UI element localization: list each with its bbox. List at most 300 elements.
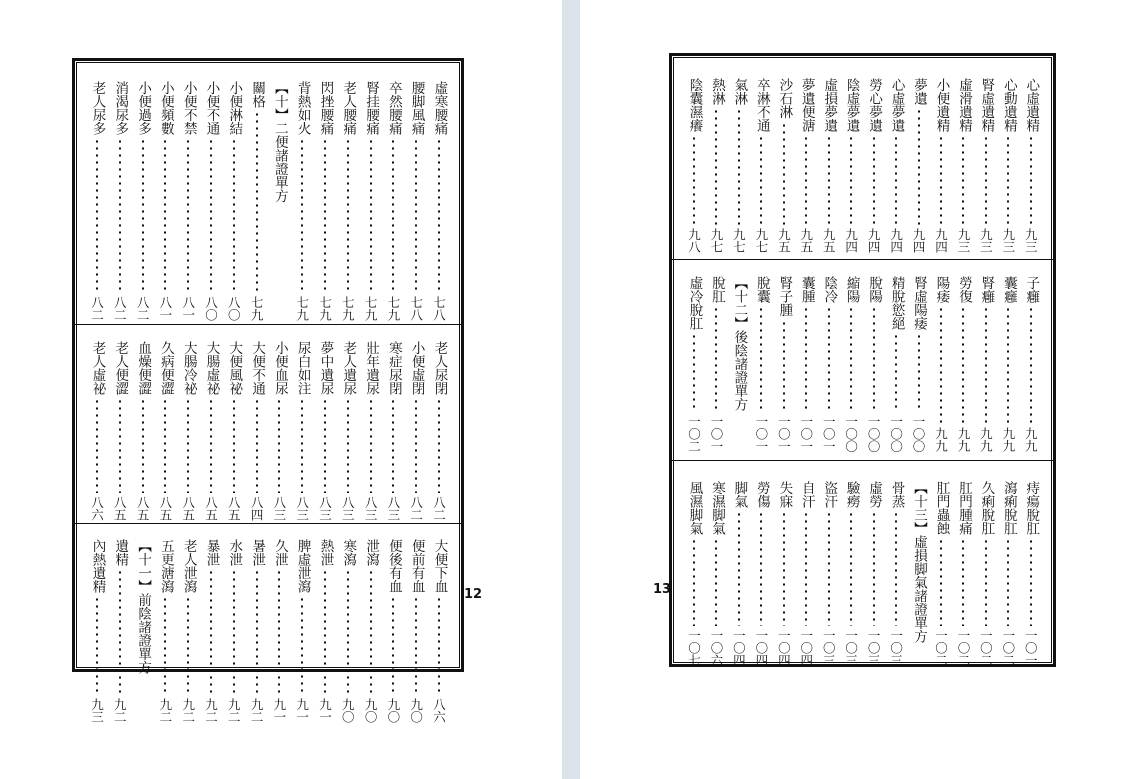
toc-entry[interactable] (292, 81, 312, 321)
toc-entry-page: 八四 (249, 496, 265, 521)
toc-entry-page: 一〇三 (866, 628, 882, 666)
toc-entry[interactable] (976, 481, 996, 666)
toc-entry-page: 八五 (157, 496, 173, 521)
toc-leader-dots (962, 306, 964, 424)
toc-entry-page: 一〇一 (753, 414, 769, 452)
toc-entry-title: 陰囊濕癢 (686, 78, 703, 132)
toc-entry[interactable] (796, 78, 816, 253)
toc-leader-dots (895, 135, 897, 225)
toc-leader-dots (985, 538, 987, 626)
toc-entry-page: 八五 (112, 496, 128, 521)
toc-leader-dots (962, 538, 964, 626)
toc-entry-title: 風濕脚氣 (686, 481, 703, 535)
toc-leader-dots (187, 596, 189, 695)
toc-entry[interactable] (841, 78, 861, 253)
toc-entry[interactable] (315, 539, 335, 723)
toc-entry[interactable] (178, 81, 198, 321)
toc-entry-page: 八二 (89, 296, 105, 321)
toc-entry-title: 陰冷 (821, 276, 838, 303)
toc-entry-title: 夢中遺尿 (317, 341, 334, 395)
toc-entry[interactable] (774, 78, 794, 253)
toc-entry[interactable] (864, 481, 884, 666)
toc-entry-title: 關格 (249, 81, 266, 108)
toc-entry-page: 九四 (911, 228, 927, 253)
toc-entry-title: 內熱遺精 (89, 539, 106, 593)
toc-entry[interactable] (751, 276, 771, 452)
toc-entry[interactable] (1021, 78, 1041, 253)
toc-entry-page: 九九 (1000, 427, 1016, 452)
toc-entry[interactable] (110, 341, 130, 521)
toc-entry[interactable] (201, 539, 221, 723)
toc-leader-dots (985, 306, 987, 424)
toc-leader-dots (1007, 135, 1009, 225)
right-page-frame (669, 53, 1056, 667)
toc-entry[interactable] (751, 481, 771, 666)
toc-entry-title: 腎挂腰痛 (363, 81, 380, 135)
toc-entry-title: 老人尿閉 (431, 341, 448, 395)
toc-leader-dots (873, 135, 875, 225)
toc-entry-title: 【十一】前陰諸證單方 (135, 539, 152, 674)
toc-leader-dots (738, 511, 740, 626)
toc-entry-title: 腎子腫 (776, 276, 793, 317)
toc-entry-title: 小便血尿 (271, 341, 288, 395)
toc-entry[interactable] (998, 78, 1018, 253)
toc-leader-dots (256, 111, 258, 293)
toc-entry[interactable] (819, 276, 839, 452)
toc-entry[interactable] (1021, 276, 1041, 452)
toc-leader-dots (164, 398, 166, 493)
toc-entry[interactable] (774, 481, 794, 666)
toc-entry-page: 一〇二 (978, 628, 994, 666)
toc-entry[interactable] (909, 78, 929, 253)
toc-entry-title: 夢遺 (911, 78, 928, 105)
toc-entry[interactable] (338, 341, 358, 521)
toc-entry-page: 八二 (135, 296, 151, 321)
toc-entry[interactable] (429, 539, 449, 723)
toc-entry[interactable] (864, 78, 884, 253)
toc-entry-title: 大便下血 (431, 539, 448, 593)
toc-leader-dots (850, 135, 852, 225)
toc-leader-dots (783, 320, 785, 412)
toc-entry-page: 九五 (776, 228, 792, 253)
toc-entry-title: 痔瘍脫肛 (1023, 481, 1040, 535)
toc-leader-dots (256, 569, 258, 695)
toc-leader-dots (370, 138, 372, 293)
toc-leader-dots (392, 398, 394, 493)
toc-entry[interactable] (864, 276, 884, 452)
toc-entry[interactable] (155, 341, 175, 521)
toc-entry-title: 卒然腰痛 (385, 81, 402, 135)
toc-entry[interactable] (796, 481, 816, 666)
toc-entry[interactable] (729, 276, 749, 452)
toc-leader-dots (347, 138, 349, 293)
toc-entry-title: 小便過多 (135, 81, 152, 135)
toc-entry-title: 小便虛閉 (408, 341, 425, 395)
toc-entry-page: 一〇三 (821, 628, 837, 666)
toc-entry-title: 囊癰 (1000, 276, 1017, 303)
toc-entry-title: 腎虛陽痿 (911, 276, 928, 330)
toc-entry-page: 一〇〇 (843, 414, 859, 452)
toc-entry[interactable] (224, 81, 244, 321)
toc-entry-title: 【十三】虛損脚氣諸證單方 (911, 481, 928, 643)
toc-entry[interactable] (87, 539, 107, 723)
toc-entry-page: 八二 (431, 496, 447, 521)
toc-entry[interactable] (931, 78, 951, 253)
toc-entry-title: 久泄 (271, 539, 288, 566)
toc-leader-dots (347, 569, 349, 695)
toc-entry[interactable] (931, 276, 951, 452)
toc-entry-page: 九一 (317, 698, 333, 723)
toc-entry-title: 勞復 (955, 276, 972, 303)
toc-leader-dots (760, 511, 762, 626)
toc-leader-dots (278, 398, 280, 493)
toc-leader-dots (1030, 538, 1032, 626)
toc-leader-dots (940, 135, 942, 225)
toc-entry-page: 九九 (933, 427, 949, 452)
left-band-bottom (75, 539, 461, 723)
toc-entry-page: 八二 (408, 496, 424, 521)
toc-entry[interactable] (819, 481, 839, 666)
toc-leader-dots (96, 138, 98, 293)
toc-entry[interactable] (269, 539, 289, 723)
toc-leader-dots (715, 108, 717, 225)
toc-entry-title: 小便不禁 (180, 81, 197, 135)
toc-leader-dots (1030, 135, 1032, 225)
toc-entry[interactable] (976, 78, 996, 253)
toc-entry-title: 【十】二便諸證單方 (271, 81, 288, 203)
toc-entry-page: 九九 (1023, 427, 1039, 452)
toc-entry[interactable] (729, 78, 749, 253)
toc-entry[interactable] (110, 539, 130, 723)
toc-entry[interactable] (87, 81, 107, 321)
toc-entry[interactable] (841, 276, 861, 452)
toc-entry-page: 一〇〇 (888, 414, 904, 452)
toc-leader-dots (962, 135, 964, 225)
toc-entry[interactable] (706, 78, 726, 253)
toc-entry[interactable] (886, 276, 906, 452)
toc-entry-page: 一〇一 (776, 414, 792, 452)
toc-entry-page: 七八 (408, 296, 424, 321)
toc-entry[interactable] (178, 341, 198, 521)
toc-leader-dots (119, 398, 121, 493)
toc-entry[interactable] (383, 539, 403, 723)
toc-entry-page: 一〇一 (1023, 628, 1039, 666)
toc-entry-title: 脫陽 (866, 276, 883, 303)
left-band-top (75, 81, 461, 321)
toc-entry[interactable] (383, 81, 403, 321)
toc-leader-dots (301, 138, 303, 293)
toc-entry-title: 心動遺精 (1000, 78, 1017, 132)
toc-entry[interactable] (247, 81, 267, 321)
toc-entry-page: 八〇 (226, 296, 242, 321)
toc-entry-page: 九四 (933, 228, 949, 253)
toc-leader-dots (1030, 306, 1032, 424)
toc-entry-title: 腎癰 (978, 276, 995, 303)
toc-entry-page: 八三 (294, 496, 310, 521)
toc-entry-page: 九〇 (340, 698, 356, 723)
toc-leader-dots (142, 398, 144, 493)
toc-entry[interactable] (224, 341, 244, 521)
toc-leader-dots (873, 306, 875, 412)
toc-entry-title: 泄瀉 (363, 539, 380, 566)
toc-entry-page: 九三 (978, 228, 994, 253)
toc-entry[interactable] (998, 481, 1018, 666)
toc-leader-dots (370, 569, 372, 695)
toc-entry-title: 消渴尿多 (112, 81, 129, 135)
toc-entry-title: 寒症尿閉 (385, 341, 402, 395)
toc-leader-dots (164, 138, 166, 293)
toc-leader-dots (210, 569, 212, 695)
toc-leader-dots (392, 596, 394, 695)
toc-entry-title: 瀉痢脫肛 (1000, 481, 1017, 535)
toc-entry[interactable] (406, 539, 426, 723)
toc-leader-dots (142, 138, 144, 293)
toc-entry-page: 一〇〇 (866, 414, 882, 452)
toc-entry-page: 七八 (431, 296, 447, 321)
toc-entry[interactable] (774, 276, 794, 452)
toc-entry-title: 大腸虛祕 (203, 341, 220, 395)
toc-entry[interactable] (819, 78, 839, 253)
toc-leader-dots (415, 398, 417, 493)
toc-entry-title: 陽痿 (933, 276, 950, 303)
toc-leader-dots (370, 398, 372, 493)
toc-entry-page: 八六 (89, 496, 105, 521)
toc-entry[interactable] (361, 539, 381, 723)
toc-leader-dots (873, 511, 875, 626)
toc-entry-title: 卒淋不通 (753, 78, 770, 132)
toc-entry[interactable] (87, 341, 107, 521)
toc-entry[interactable] (909, 276, 929, 452)
toc-leader-dots (96, 398, 98, 493)
toc-entry-title: 大便風祕 (226, 341, 243, 395)
toc-leader-dots (324, 398, 326, 493)
toc-entry[interactable] (133, 539, 153, 723)
toc-entry[interactable] (886, 78, 906, 253)
toc-entry-title: 脫肛 (708, 276, 725, 303)
toc-entry[interactable] (224, 539, 244, 723)
toc-entry-page: 九五 (821, 228, 837, 253)
toc-entry[interactable] (909, 481, 929, 666)
toc-entry-page: 八六 (431, 698, 447, 723)
toc-entry[interactable] (841, 481, 861, 666)
toc-entry-title: 老人便澀 (112, 341, 129, 395)
toc-leader-dots (828, 135, 830, 225)
toc-entry-page: 七九 (340, 296, 356, 321)
toc-leader-dots (210, 398, 212, 493)
toc-leader-dots (828, 511, 830, 626)
toc-leader-dots (324, 138, 326, 293)
toc-entry[interactable] (315, 341, 335, 521)
toc-entry-title: 暴泄 (203, 539, 220, 566)
left-divider-2 (75, 523, 461, 524)
toc-entry-title: 虛冷脫肛 (686, 276, 703, 330)
toc-entry-page: 一〇二 (933, 628, 949, 666)
toc-entry[interactable] (976, 276, 996, 452)
toc-entry[interactable] (931, 481, 951, 666)
toc-entry-title: 縮陽 (843, 276, 860, 303)
toc-entry[interactable] (201, 81, 221, 321)
toc-leader-dots (119, 138, 121, 293)
toc-leader-dots (301, 596, 303, 695)
toc-entry-title: 小便頻數 (157, 81, 174, 135)
toc-entry-page: 九二 (157, 698, 173, 723)
toc-entry[interactable] (953, 276, 973, 452)
toc-entry-page: 九二 (180, 698, 196, 723)
toc-leader-dots (278, 569, 280, 695)
toc-entry-page: 九四 (843, 228, 859, 253)
toc-leader-dots (738, 108, 740, 225)
toc-leader-dots (392, 138, 394, 293)
toc-leader-dots (256, 398, 258, 493)
toc-entry-page: 八一 (157, 296, 173, 321)
toc-entry[interactable] (315, 81, 335, 321)
toc-leader-dots (187, 138, 189, 293)
toc-entry-title: 老人虛祕 (89, 341, 106, 395)
toc-leader-dots (715, 306, 717, 412)
toc-leader-dots (415, 138, 417, 293)
toc-leader-dots (693, 538, 695, 626)
toc-leader-dots (918, 333, 920, 412)
toc-entry[interactable] (247, 341, 267, 521)
toc-entry-page: 七九 (294, 296, 310, 321)
toc-entry-page: 九〇 (363, 698, 379, 723)
toc-entry[interactable] (201, 341, 221, 521)
toc-entry-page: 八五 (180, 496, 196, 521)
toc-entry[interactable] (429, 341, 449, 521)
toc-entry-page: 一〇六 (708, 628, 724, 666)
toc-entry-page: 九四 (888, 228, 904, 253)
toc-entry-title: 【十二】後陰諸證單方 (731, 276, 748, 411)
left-page-number: 12 (464, 587, 483, 602)
toc-entry[interactable] (751, 78, 771, 253)
toc-entry[interactable] (886, 481, 906, 666)
toc-entry[interactable] (953, 481, 973, 666)
toc-entry[interactable] (338, 81, 358, 321)
page-gutter (562, 0, 580, 779)
toc-entry[interactable] (406, 341, 426, 521)
toc-entry-title: 驗癆 (843, 481, 860, 508)
toc-entry-page: 八三 (340, 496, 356, 521)
toc-entry-title: 精脫慾絕 (888, 276, 905, 330)
toc-entry[interactable] (133, 341, 153, 521)
toc-entry-title: 老人腰痛 (340, 81, 357, 135)
toc-entry[interactable] (953, 78, 973, 253)
toc-entry-page: 八二 (112, 296, 128, 321)
toc-entry-title: 老人泄瀉 (180, 539, 197, 593)
toc-entry[interactable] (383, 341, 403, 521)
toc-entry[interactable] (706, 276, 726, 452)
toc-leader-dots (438, 138, 440, 293)
toc-entry-page: 八五 (226, 496, 242, 521)
toc-entry-page: 九三 (89, 698, 105, 723)
toc-leader-dots (805, 511, 807, 626)
toc-entry[interactable] (684, 276, 704, 452)
toc-entry-page: 一〇四 (776, 628, 792, 666)
toc-entry-title: 壯年遺尿 (363, 341, 380, 395)
toc-entry-page: 九三 (1000, 228, 1016, 253)
toc-leader-dots (301, 398, 303, 493)
toc-entry-page: 九一 (294, 698, 310, 723)
toc-entry[interactable] (998, 276, 1018, 452)
toc-entry[interactable] (684, 78, 704, 253)
toc-entry-title: 夢遺便溏 (798, 78, 815, 132)
toc-entry[interactable] (684, 481, 704, 666)
toc-entry-title: 虛滑遺精 (955, 78, 972, 132)
toc-leader-dots (850, 306, 852, 412)
toc-entry-page: 一〇一 (821, 414, 837, 452)
toc-entry[interactable] (429, 81, 449, 321)
toc-entry-title: 氣淋 (731, 78, 748, 105)
toc-leader-dots (415, 596, 417, 695)
toc-entry[interactable] (361, 81, 381, 321)
toc-entry-title: 久病便澀 (157, 341, 174, 395)
toc-entry-title: 肛門蟲蝕 (933, 481, 950, 535)
toc-entry-page: 七九 (363, 296, 379, 321)
toc-leader-dots (233, 569, 235, 695)
toc-entry-title: 腎虛遺精 (978, 78, 995, 132)
toc-leader-dots (233, 398, 235, 493)
toc-entry[interactable] (178, 539, 198, 723)
toc-leader-dots (347, 398, 349, 493)
toc-entry-title: 囊腫 (798, 276, 815, 303)
toc-entry[interactable] (729, 481, 749, 666)
toc-entry-title: 肛門腫痛 (955, 481, 972, 535)
toc-entry[interactable] (110, 81, 130, 321)
toc-entry[interactable] (155, 539, 175, 723)
toc-entry-page: 一〇二 (955, 628, 971, 666)
toc-entry-title: 遺精 (112, 539, 129, 566)
toc-leader-dots (850, 511, 852, 626)
toc-entry-title: 閃挫腰痛 (317, 81, 334, 135)
toc-entry-page: 九三 (955, 228, 971, 253)
toc-entry[interactable] (292, 341, 312, 521)
toc-entry[interactable] (796, 276, 816, 452)
toc-entry[interactable] (361, 341, 381, 521)
toc-entry-page: 八三 (271, 496, 287, 521)
toc-leader-dots (985, 135, 987, 225)
toc-leader-dots (164, 596, 166, 695)
toc-leader-dots (1007, 538, 1009, 626)
toc-leader-dots (187, 398, 189, 493)
toc-entry[interactable] (247, 539, 267, 723)
toc-entry-page: 九〇 (408, 698, 424, 723)
toc-entry-title: 久痢脫肛 (978, 481, 995, 535)
toc-entry-page: 一〇七 (686, 628, 702, 666)
toc-entry-title: 小便淋結 (226, 81, 243, 135)
toc-entry-title: 勞傷 (753, 481, 770, 508)
toc-leader-dots (760, 306, 762, 412)
toc-entry[interactable] (1021, 481, 1041, 666)
toc-entry[interactable] (406, 81, 426, 321)
toc-entry-page: 七九 (385, 296, 401, 321)
right-divider-1 (672, 259, 1053, 260)
toc-entry[interactable] (706, 481, 726, 666)
toc-entry-page: 九七 (753, 228, 769, 253)
toc-entry-title: 熱泄 (317, 539, 334, 566)
toc-entry[interactable] (292, 539, 312, 723)
toc-entry[interactable] (155, 81, 175, 321)
toc-entry-title: 盜汗 (821, 481, 838, 508)
toc-entry[interactable] (269, 81, 289, 321)
left-page-frame (72, 58, 464, 723)
toc-entry[interactable] (338, 539, 358, 723)
toc-entry-title: 心虛遺精 (1023, 78, 1040, 132)
toc-entry[interactable] (133, 81, 153, 321)
toc-entry-page: 八一 (180, 296, 196, 321)
toc-entry[interactable] (269, 341, 289, 521)
toc-leader-dots (233, 138, 235, 293)
toc-entry-page: 九一 (271, 698, 287, 723)
